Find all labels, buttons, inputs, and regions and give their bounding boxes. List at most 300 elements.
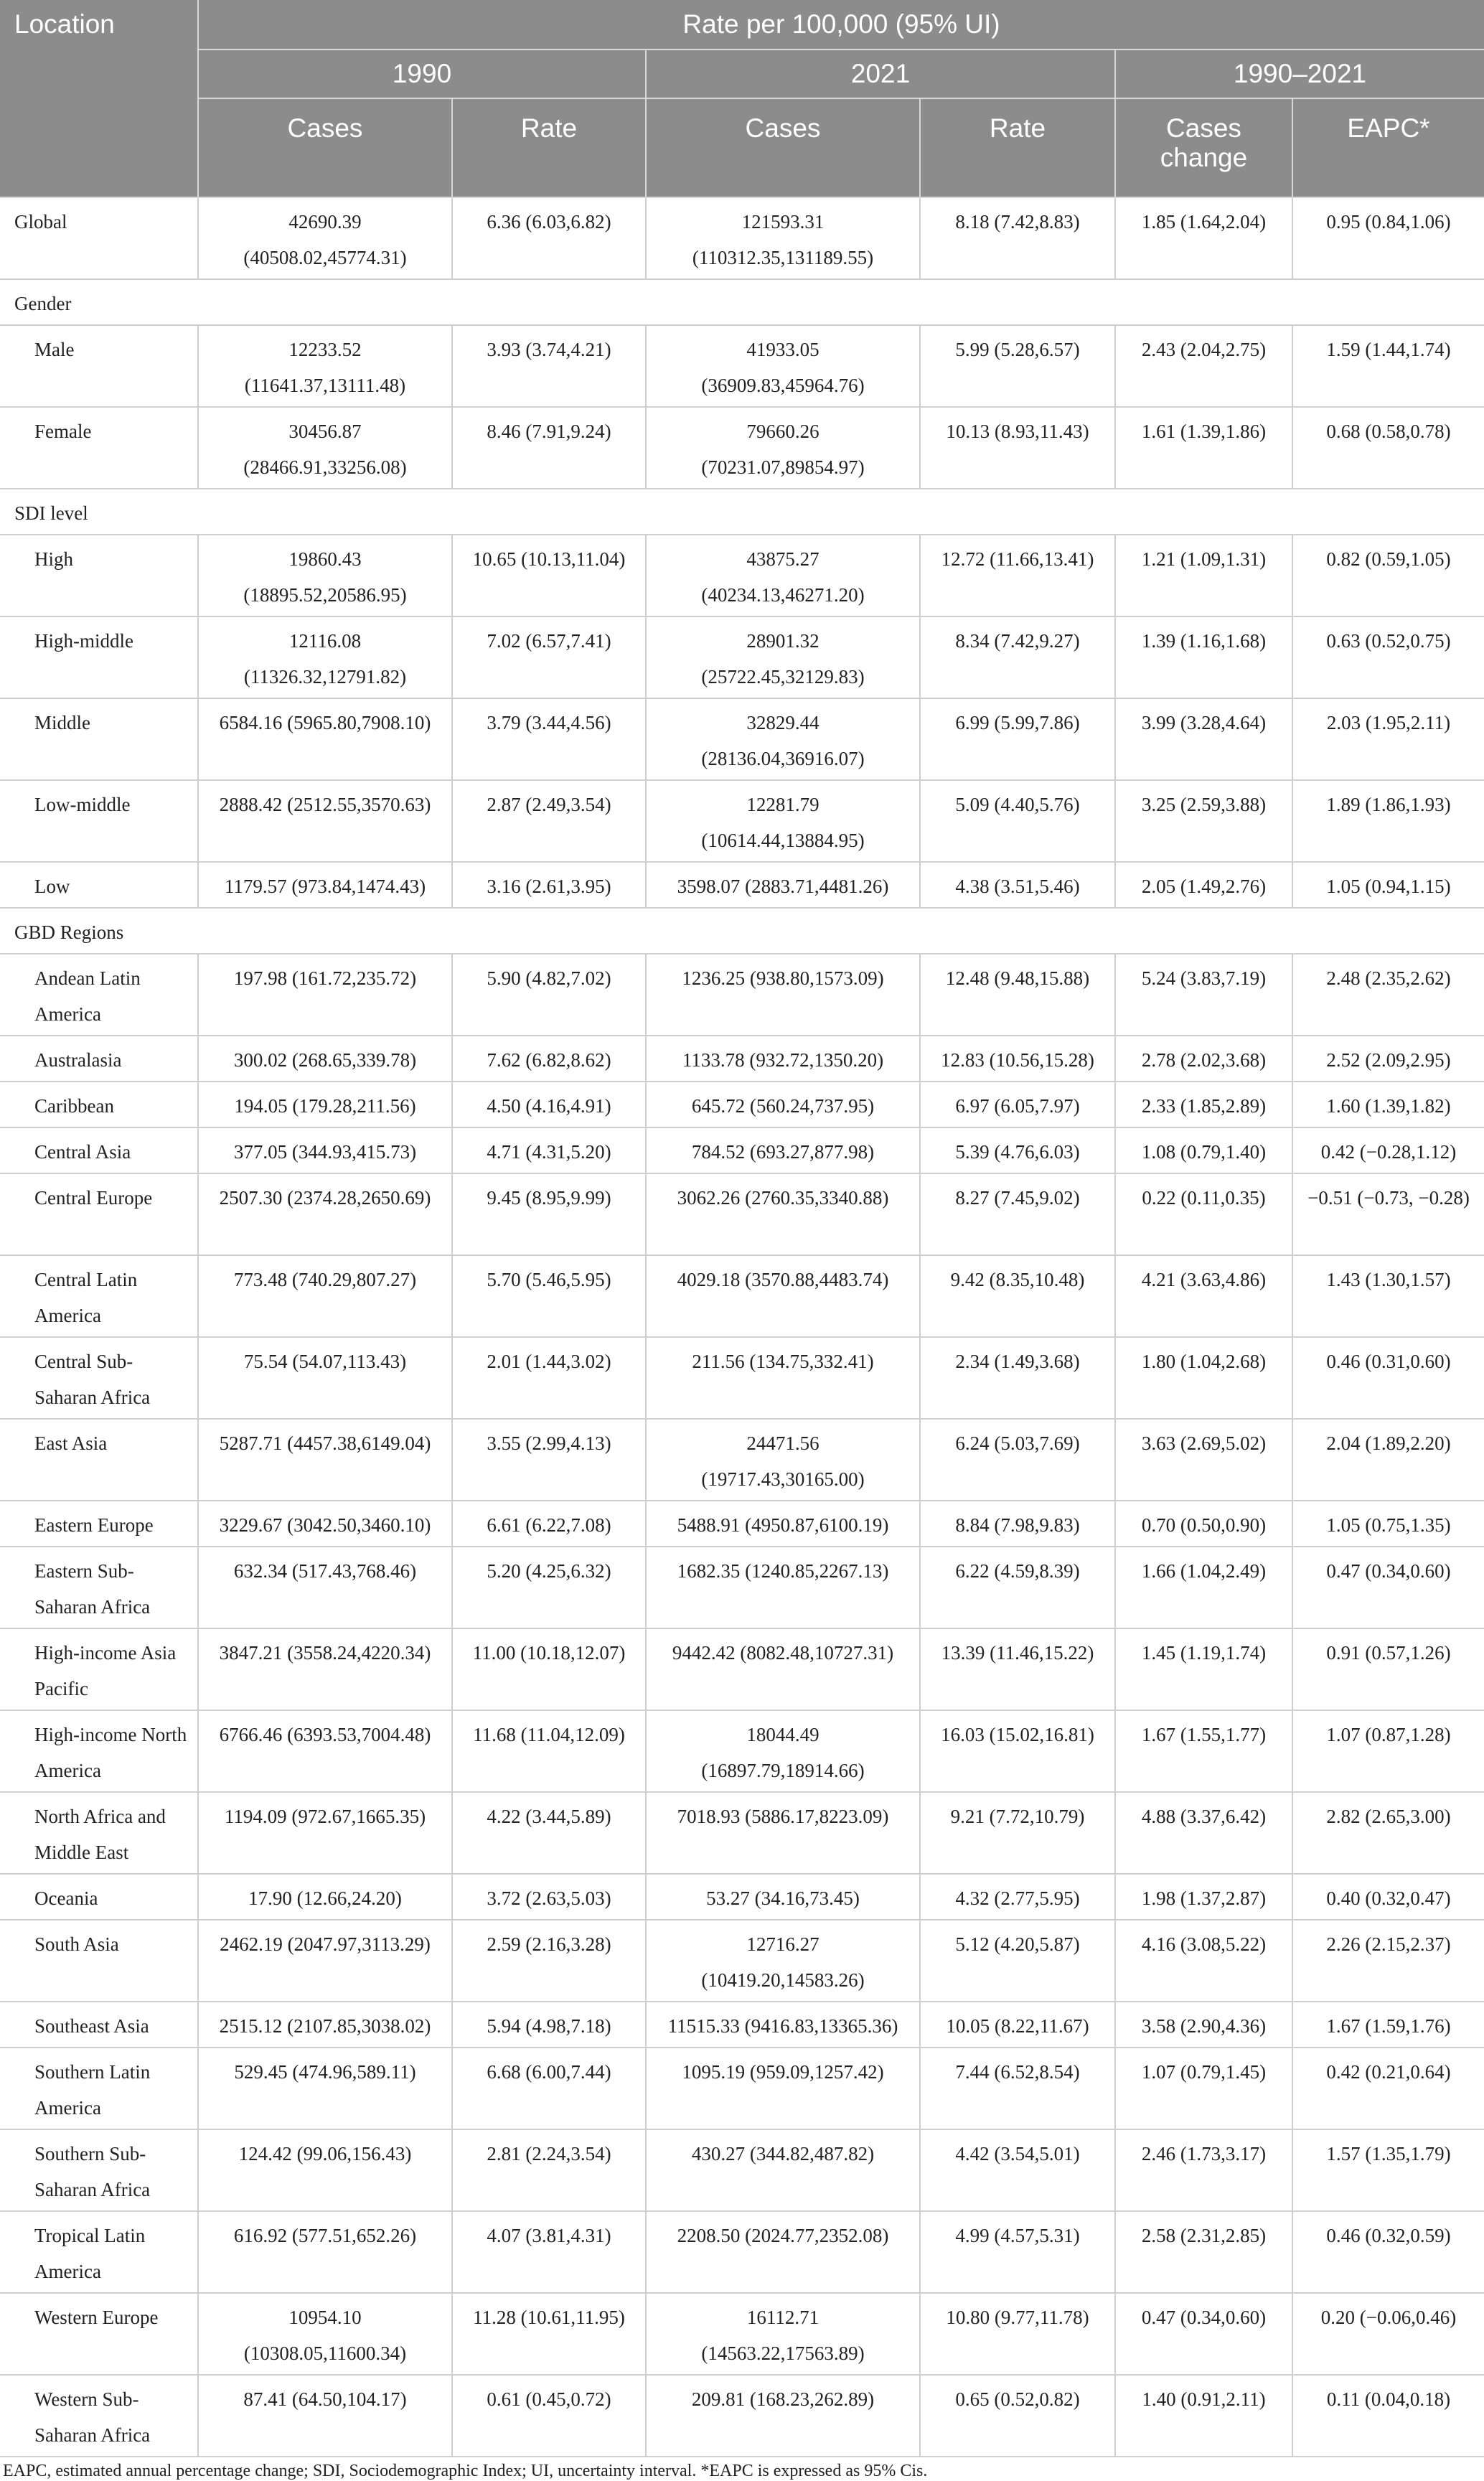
value-cell-c5: 0.70 (0.50,0.90) <box>1115 1501 1292 1547</box>
rate-group-header: Rate per 100,000 (95% UI) <box>198 0 1484 50</box>
cell-line: 7018.93 (5886.17,8223.09) <box>677 1806 889 1827</box>
table-body <box>0 197 1484 2457</box>
value-cell-c5: 4.16 (3.08,5.22) <box>1115 1920 1292 2002</box>
value-cell-c5: 1.80 (1.04,2.68) <box>1115 1337 1292 1419</box>
value-cell-c1 <box>198 1127 452 1173</box>
value-cell-c3 <box>646 1547 920 1628</box>
value-cell-c1 <box>198 862 452 908</box>
value-cell-c4: 12.48 (9.48,15.88) <box>920 954 1115 1036</box>
location-cell: Global <box>0 197 198 279</box>
value-cell-c1 <box>198 2129 452 2211</box>
value-cell-c1 <box>198 1255 452 1337</box>
group-row <box>0 279 1484 325</box>
cell-line: (10419.20,14583.26) <box>701 1969 865 1991</box>
value-cell-c6: 0.11 (0.04,0.18) <box>1292 2375 1484 2457</box>
location-cell: Australasia <box>0 1036 198 1082</box>
col-header-cases-2021: Cases <box>646 98 920 197</box>
cell-line: 209.81 (168.23,262.89) <box>691 2388 875 2410</box>
value-cell-c2: 0.61 (0.45,0.72) <box>452 2375 646 2457</box>
value-cell-c6: 0.46 (0.32,0.59) <box>1292 2211 1484 2293</box>
cell-line: 2515.12 (2107.85,3038.02) <box>219 2015 431 2037</box>
cell-line: (19717.43,30165.00) <box>701 1468 865 1490</box>
value-cell-c6: 0.46 (0.31,0.60) <box>1292 1337 1484 1419</box>
value-cell-c3 <box>646 780 920 862</box>
value-cell-c1 <box>198 1874 452 1920</box>
location-cell: Tropical Latin America <box>0 2211 198 2293</box>
location-cell: High-income North America <box>0 1710 198 1792</box>
cell-line: 42690.39 <box>288 211 362 233</box>
cell-line: 3847.21 (3558.24,4220.34) <box>219 1642 431 1664</box>
value-cell-c5: 0.47 (0.34,0.60) <box>1115 2293 1292 2375</box>
table-row <box>0 1082 1484 1127</box>
location-cell: Female <box>0 407 198 489</box>
value-cell-c6: 0.91 (0.57,1.26) <box>1292 1628 1484 1710</box>
cell-line: (40234.13,46271.20) <box>701 584 865 606</box>
value-cell-c2: 3.93 (3.74,4.21) <box>452 325 646 407</box>
value-cell-c3 <box>646 2129 920 2211</box>
table-row <box>0 616 1484 698</box>
cell-line: 16112.71 <box>746 2307 820 2328</box>
value-cell-c3 <box>646 954 920 1036</box>
col-header-cases-change: Cases change <box>1115 98 1292 197</box>
value-cell-c5: 1.45 (1.19,1.74) <box>1115 1628 1292 1710</box>
location-cell: Eastern Sub-Saharan Africa <box>0 1547 198 1628</box>
cell-line: 1682.35 (1240.85,2267.13) <box>677 1560 889 1582</box>
cell-line: 19860.43 <box>288 548 362 570</box>
cell-line: (28466.91,33256.08) <box>243 456 407 478</box>
cell-line: 28901.32 <box>746 630 820 652</box>
value-cell-c3 <box>646 698 920 780</box>
value-cell-c5: 1.67 (1.55,1.77) <box>1115 1710 1292 1792</box>
value-cell-c1 <box>198 1501 452 1547</box>
value-cell-c2: 6.36 (6.03,6.82) <box>452 197 646 279</box>
value-cell-c4: 4.38 (3.51,5.46) <box>920 862 1115 908</box>
table-row <box>0 2293 1484 2375</box>
cell-line: 10954.10 <box>288 2307 362 2328</box>
value-cell-c3 <box>646 1419 920 1501</box>
value-cell-c4: 5.12 (4.20,5.87) <box>920 1920 1115 2002</box>
cell-line: 17.90 (12.66,24.20) <box>248 1887 402 1909</box>
cell-line: 41933.05 <box>746 339 820 360</box>
value-cell-c5: 1.40 (0.91,2.11) <box>1115 2375 1292 2457</box>
group-label: GBD Regions <box>0 908 1484 954</box>
value-cell-c1 <box>198 1337 452 1419</box>
value-cell-c3 <box>646 2293 920 2375</box>
location-cell: Central Europe <box>0 1173 198 1255</box>
value-cell-c3 <box>646 1874 920 1920</box>
cell-line: 3062.26 (2760.35,3340.88) <box>677 1187 889 1209</box>
value-cell-c3 <box>646 407 920 489</box>
cell-line: 529.45 (474.96,589.11) <box>234 2061 416 2083</box>
value-cell-c3 <box>646 1337 920 1419</box>
value-cell-c5: 2.46 (1.73,3.17) <box>1115 2129 1292 2211</box>
cell-line: 24471.56 <box>746 1432 820 1454</box>
value-cell-c4: 5.99 (5.28,6.57) <box>920 325 1115 407</box>
location-cell: High <box>0 535 198 616</box>
value-cell-c6: 0.42 (−0.28,1.12) <box>1292 1127 1484 1173</box>
table-row <box>0 535 1484 616</box>
value-cell-c1 <box>198 1036 452 1082</box>
cell-line: 18044.49 <box>746 1724 820 1745</box>
value-cell-c4: 6.97 (6.05,7.97) <box>920 1082 1115 1127</box>
value-cell-c5: 3.25 (2.59,3.88) <box>1115 780 1292 862</box>
value-cell-c6: 0.63 (0.52,0.75) <box>1292 616 1484 698</box>
location-cell: High-middle <box>0 616 198 698</box>
location-cell: Central Latin America <box>0 1255 198 1337</box>
cell-line: 194.05 (179.28,211.56) <box>234 1095 416 1117</box>
value-cell-c6: 1.07 (0.87,1.28) <box>1292 1710 1484 1792</box>
table-row <box>0 698 1484 780</box>
value-cell-c2: 2.87 (2.49,3.54) <box>452 780 646 862</box>
value-cell-c5: 2.33 (1.85,2.89) <box>1115 1082 1292 1127</box>
value-cell-c6: 2.03 (1.95,2.11) <box>1292 698 1484 780</box>
cell-line: (110312.35,131189.55) <box>692 247 874 268</box>
cell-line: 12233.52 <box>288 339 362 360</box>
value-cell-c3 <box>646 2048 920 2129</box>
value-cell-c6: 0.82 (0.59,1.05) <box>1292 535 1484 616</box>
value-cell-c4: 6.22 (4.59,8.39) <box>920 1547 1115 1628</box>
value-cell-c1 <box>198 616 452 698</box>
group-label: SDI level <box>0 489 1484 535</box>
value-cell-c5: 2.58 (2.31,2.85) <box>1115 2211 1292 2293</box>
value-cell-c6: 1.67 (1.59,1.76) <box>1292 2002 1484 2048</box>
value-cell-c3 <box>646 616 920 698</box>
group-label: Gender <box>0 279 1484 325</box>
period-header-change: 1990–2021 <box>1115 50 1484 98</box>
value-cell-c3 <box>646 1082 920 1127</box>
value-cell-c2: 4.22 (3.44,5.89) <box>452 1792 646 1874</box>
table-row <box>0 2002 1484 2048</box>
col-header-rate-2021: Rate <box>920 98 1115 197</box>
value-cell-c2: 10.65 (10.13,11.04) <box>452 535 646 616</box>
value-cell-c3 <box>646 1127 920 1173</box>
cell-line: 377.05 (344.93,415.73) <box>233 1141 417 1163</box>
value-cell-c2: 2.81 (2.24,3.54) <box>452 2129 646 2211</box>
cell-line: 773.48 (740.29,807.27) <box>233 1269 417 1290</box>
cell-line: 1236.25 (938.80,1573.09) <box>682 967 884 989</box>
location-cell: Oceania <box>0 1874 198 1920</box>
value-cell-c4: 9.42 (8.35,10.48) <box>920 1255 1115 1337</box>
value-cell-c4: 16.03 (15.02,16.81) <box>920 1710 1115 1792</box>
table-header <box>0 0 1484 197</box>
value-cell-c1 <box>198 1920 452 2002</box>
value-cell-c2: 8.46 (7.91,9.24) <box>452 407 646 489</box>
cell-line: 632.34 (517.43,768.46) <box>233 1560 417 1582</box>
value-cell-c3 <box>646 535 920 616</box>
value-cell-c3 <box>646 1920 920 2002</box>
footnote: EAPC, estimated annual percentage change; SDI, Sociodemographic Index; UI, uncertainty interval. *EAPC is expressed as 95% Cis. <box>3 2462 928 2480</box>
value-cell-c1 <box>198 2048 452 2129</box>
value-cell-c2: 3.16 (2.61,3.95) <box>452 862 646 908</box>
table-row <box>0 1127 1484 1173</box>
value-cell-c6: 0.20 (−0.06,0.46) <box>1292 2293 1484 2375</box>
value-cell-c5: 0.22 (0.11,0.35) <box>1115 1173 1292 1255</box>
value-cell-c5: 1.21 (1.09,1.31) <box>1115 535 1292 616</box>
value-cell-c3 <box>646 2375 920 2457</box>
cell-line: 1179.57 (973.84,1474.43) <box>224 876 426 897</box>
location-cell: High-income Asia Pacific <box>0 1628 198 1710</box>
location-cell: Central Sub-Saharan Africa <box>0 1337 198 1419</box>
value-cell-c4: 8.27 (7.45,9.02) <box>920 1173 1115 1255</box>
cell-line: 197.98 (161.72,235.72) <box>233 967 417 989</box>
cell-line: 211.56 (134.75,332.41) <box>692 1351 874 1372</box>
cell-line: 430.27 (344.82,487.82) <box>691 2143 875 2165</box>
cell-line: 30456.87 <box>288 421 362 442</box>
value-cell-c4: 6.24 (5.03,7.69) <box>920 1419 1115 1501</box>
cell-line: 3598.07 (2883.71,4481.26) <box>677 876 889 897</box>
value-cell-c3 <box>646 1792 920 1874</box>
value-cell-c3 <box>646 325 920 407</box>
cell-line: 4029.18 (3570.88,4483.74) <box>677 1269 889 1290</box>
value-cell-c5: 2.78 (2.02,3.68) <box>1115 1036 1292 1082</box>
location-cell: Male <box>0 325 198 407</box>
value-cell-c6: 1.57 (1.35,1.79) <box>1292 2129 1484 2211</box>
cell-line: 2888.42 (2512.55,3570.63) <box>219 794 431 815</box>
value-cell-c4: 4.42 (3.54,5.01) <box>920 2129 1115 2211</box>
value-cell-c5: 5.24 (3.83,7.19) <box>1115 954 1292 1036</box>
cell-line: 1194.09 (972.67,1665.35) <box>224 1806 426 1827</box>
table-row <box>0 1337 1484 1419</box>
value-cell-c2: 2.01 (1.44,3.02) <box>452 1337 646 1419</box>
value-cell-c6: 0.42 (0.21,0.64) <box>1292 2048 1484 2129</box>
cell-line: 6766.46 (6393.53,7004.48) <box>219 1724 431 1745</box>
location-cell: North Africa and Middle East <box>0 1792 198 1874</box>
value-cell-c6: 1.89 (1.86,1.93) <box>1292 780 1484 862</box>
table-row <box>0 325 1484 407</box>
cell-line: 11515.33 (9416.83,13365.36) <box>667 2015 898 2037</box>
cell-line: (11326.32,12791.82) <box>243 666 407 688</box>
location-cell: South Asia <box>0 1920 198 2002</box>
cell-line: 1095.19 (959.09,1257.42) <box>682 2061 884 2083</box>
value-cell-c5: 1.07 (0.79,1.45) <box>1115 2048 1292 2129</box>
table-row <box>0 1874 1484 1920</box>
value-cell-c2: 9.45 (8.95,9.99) <box>452 1173 646 1255</box>
table-row <box>0 1419 1484 1501</box>
value-cell-c1 <box>198 197 452 279</box>
value-cell-c4: 13.39 (11.46,15.22) <box>920 1628 1115 1710</box>
value-cell-c1 <box>198 2375 452 2457</box>
cell-line: 645.72 (560.24,737.95) <box>691 1095 875 1117</box>
value-cell-c6: 1.43 (1.30,1.57) <box>1292 1255 1484 1337</box>
location-cell: Andean Latin America <box>0 954 198 1036</box>
value-cell-c1 <box>198 954 452 1036</box>
cell-line: (10308.05,11600.34) <box>243 2342 407 2364</box>
value-cell-c2: 7.62 (6.82,8.62) <box>452 1036 646 1082</box>
table-row <box>0 1628 1484 1710</box>
value-cell-c4: 10.80 (9.77,11.78) <box>920 2293 1115 2375</box>
table-row <box>0 2129 1484 2211</box>
period-header-2021: 2021 <box>646 50 1115 98</box>
cell-line: 12116.08 <box>288 630 362 652</box>
value-cell-c2: 5.94 (4.98,7.18) <box>452 2002 646 2048</box>
location-cell: Western Europe <box>0 2293 198 2375</box>
value-cell-c4: 9.21 (7.72,10.79) <box>920 1792 1115 1874</box>
group-row <box>0 489 1484 535</box>
location-cell: Caribbean <box>0 1082 198 1127</box>
value-cell-c5: 3.58 (2.90,4.36) <box>1115 2002 1292 2048</box>
value-cell-c4: 5.39 (4.76,6.03) <box>920 1127 1115 1173</box>
cell-line: 12281.79 <box>746 794 820 815</box>
col-header-eapc: EAPC* <box>1292 98 1484 197</box>
value-cell-c2: 5.90 (4.82,7.02) <box>452 954 646 1036</box>
cell-line: (14563.22,17563.89) <box>701 2342 865 2364</box>
value-cell-c5: 1.08 (0.79,1.40) <box>1115 1127 1292 1173</box>
location-cell: Southeast Asia <box>0 2002 198 2048</box>
value-cell-c6: 2.48 (2.35,2.62) <box>1292 954 1484 1036</box>
value-cell-c6: 0.68 (0.58,0.78) <box>1292 407 1484 489</box>
value-cell-c3 <box>646 2002 920 2048</box>
cell-line: 616.92 (577.51,652.26) <box>233 2225 417 2246</box>
value-cell-c5: 4.21 (3.63,4.86) <box>1115 1255 1292 1337</box>
value-cell-c4: 5.09 (4.40,5.76) <box>920 780 1115 862</box>
value-cell-c4: 8.84 (7.98,9.83) <box>920 1501 1115 1547</box>
value-cell-c5: 1.85 (1.64,2.04) <box>1115 197 1292 279</box>
table-row <box>0 2375 1484 2457</box>
value-cell-c5: 1.61 (1.39,1.86) <box>1115 407 1292 489</box>
value-cell-c2: 3.79 (3.44,4.56) <box>452 698 646 780</box>
value-cell-c1 <box>198 1547 452 1628</box>
value-cell-c5: 3.63 (2.69,5.02) <box>1115 1419 1292 1501</box>
cell-line: 87.41 (64.50,104.17) <box>243 2388 407 2410</box>
table-row <box>0 1547 1484 1628</box>
cell-line: (28136.04,36916.07) <box>701 748 865 769</box>
value-cell-c5: 1.66 (1.04,2.49) <box>1115 1547 1292 1628</box>
cell-line: 75.54 (54.07,113.43) <box>243 1351 407 1372</box>
value-cell-c6: 2.26 (2.15,2.37) <box>1292 1920 1484 2002</box>
value-cell-c3 <box>646 1173 920 1255</box>
value-cell-c6: 2.82 (2.65,3.00) <box>1292 1792 1484 1874</box>
value-cell-c3 <box>646 862 920 908</box>
value-cell-c2: 4.50 (4.16,4.91) <box>452 1082 646 1127</box>
value-cell-c2: 6.68 (6.00,7.44) <box>452 2048 646 2129</box>
value-cell-c3 <box>646 1710 920 1792</box>
value-cell-c2: 11.68 (11.04,12.09) <box>452 1710 646 1792</box>
table-row <box>0 1036 1484 1082</box>
location-cell: Western Sub-Saharan Africa <box>0 2375 198 2457</box>
location-cell: Eastern Europe <box>0 1501 198 1547</box>
cell-line: (10614.44,13884.95) <box>701 830 865 851</box>
value-cell-c1 <box>198 698 452 780</box>
cell-line: 6584.16 (5965.80,7908.10) <box>219 712 431 733</box>
cell-line: 124.42 (99.06,156.43) <box>238 2143 412 2165</box>
value-cell-c2: 11.28 (10.61,11.95) <box>452 2293 646 2375</box>
value-cell-c6: 1.05 (0.75,1.35) <box>1292 1501 1484 1547</box>
cell-line: 2462.19 (2047.97,3113.29) <box>220 1933 431 1955</box>
value-cell-c2: 3.55 (2.99,4.13) <box>452 1419 646 1501</box>
cell-line: 5488.91 (4950.87,6100.19) <box>677 1514 889 1536</box>
table-row <box>0 1501 1484 1547</box>
table-row <box>0 780 1484 862</box>
table-row <box>0 954 1484 1036</box>
value-cell-c1 <box>198 1082 452 1127</box>
location-cell: Central Asia <box>0 1127 198 1173</box>
table-row <box>0 407 1484 489</box>
value-cell-c3 <box>646 1036 920 1082</box>
value-cell-c2: 2.59 (2.16,3.28) <box>452 1920 646 2002</box>
cell-line: 2208.50 (2024.77,2352.08) <box>677 2225 889 2246</box>
value-cell-c4: 10.13 (8.93,11.43) <box>920 407 1115 489</box>
cell-line: 3229.67 (3042.50,3460.10) <box>219 1514 431 1536</box>
table-row <box>0 1920 1484 2002</box>
value-cell-c4: 12.83 (10.56,15.28) <box>920 1036 1115 1082</box>
value-cell-c1 <box>198 1792 452 1874</box>
value-cell-c5: 1.39 (1.16,1.68) <box>1115 616 1292 698</box>
value-cell-c1 <box>198 535 452 616</box>
value-cell-c1 <box>198 407 452 489</box>
value-cell-c1 <box>198 1710 452 1792</box>
value-cell-c1 <box>198 2293 452 2375</box>
value-cell-c2: 7.02 (6.57,7.41) <box>452 616 646 698</box>
value-cell-c6: 0.40 (0.32,0.47) <box>1292 1874 1484 1920</box>
value-cell-c3 <box>646 1501 920 1547</box>
group-row <box>0 908 1484 954</box>
value-cell-c1 <box>198 1628 452 1710</box>
value-cell-c1 <box>198 780 452 862</box>
cell-line: 5287.71 (4457.38,6149.04) <box>219 1432 431 1454</box>
value-cell-c4: 7.44 (6.52,8.54) <box>920 2048 1115 2129</box>
value-cell-c2: 3.72 (2.63,5.03) <box>452 1874 646 1920</box>
value-cell-c6: 0.47 (0.34,0.60) <box>1292 1547 1484 1628</box>
value-cell-c1 <box>198 1173 452 1255</box>
table-row <box>0 862 1484 908</box>
value-cell-c5: 2.43 (2.04,2.75) <box>1115 325 1292 407</box>
location-cell: Middle <box>0 698 198 780</box>
location-cell: Southern Sub-Saharan Africa <box>0 2129 198 2211</box>
location-cell: East Asia <box>0 1419 198 1501</box>
cell-line: 300.02 (268.65,339.78) <box>233 1049 417 1071</box>
col-header-cases-1990: Cases <box>198 98 452 197</box>
cell-line: 32829.44 <box>746 712 820 733</box>
location-cell: Low-middle <box>0 780 198 862</box>
value-cell-c3 <box>646 197 920 279</box>
cell-line: (40508.02,45774.31) <box>243 247 407 268</box>
value-cell-c1 <box>198 325 452 407</box>
value-cell-c2: 4.71 (4.31,5.20) <box>452 1127 646 1173</box>
cell-line: 43875.27 <box>746 548 820 570</box>
value-cell-c4: 6.99 (5.99,7.86) <box>920 698 1115 780</box>
table-row <box>0 197 1484 279</box>
value-cell-c2: 6.61 (6.22,7.08) <box>452 1501 646 1547</box>
value-cell-c1 <box>198 1419 452 1501</box>
value-cell-c4: 4.99 (4.57,5.31) <box>920 2211 1115 2293</box>
value-cell-c4: 12.72 (11.66,13.41) <box>920 535 1115 616</box>
value-cell-c4: 4.32 (2.77,5.95) <box>920 1874 1115 1920</box>
value-cell-c5: 1.98 (1.37,2.87) <box>1115 1874 1292 1920</box>
value-cell-c2: 4.07 (3.81,4.31) <box>452 2211 646 2293</box>
value-cell-c3 <box>646 1255 920 1337</box>
cell-line: (11641.37,13111.48) <box>244 375 406 396</box>
col-header-rate-1990: Rate <box>452 98 646 197</box>
cell-line: (18895.52,20586.95) <box>243 584 407 606</box>
table-row <box>0 2211 1484 2293</box>
cell-line: 53.27 (34.16,73.45) <box>706 1887 860 1909</box>
cell-line: 79660.26 <box>746 421 820 442</box>
cell-line: 12716.27 <box>746 1933 820 1955</box>
value-cell-c6: 0.95 (0.84,1.06) <box>1292 197 1484 279</box>
cell-line: (25722.45,32129.83) <box>701 666 865 688</box>
value-cell-c6: 2.04 (1.89,2.20) <box>1292 1419 1484 1501</box>
location-cell: Southern Latin America <box>0 2048 198 2129</box>
table-row <box>0 1792 1484 1874</box>
cell-line: (16897.79,18914.66) <box>701 1760 865 1781</box>
value-cell-c5: 4.88 (3.37,6.42) <box>1115 1792 1292 1874</box>
value-cell-c6: −0.51 (−0.73, −0.28) <box>1292 1173 1484 1255</box>
value-cell-c6: 2.52 (2.09,2.95) <box>1292 1036 1484 1082</box>
value-cell-c4: 8.18 (7.42,8.83) <box>920 197 1115 279</box>
value-cell-c4: 2.34 (1.49,3.68) <box>920 1337 1115 1419</box>
table-row <box>0 1710 1484 1792</box>
value-cell-c6: 1.05 (0.94,1.15) <box>1292 862 1484 908</box>
